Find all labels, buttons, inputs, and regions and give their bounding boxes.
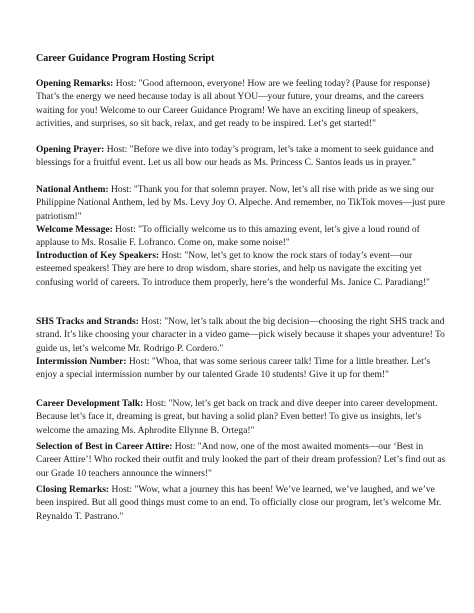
section-label: Closing Remarks: — [36, 485, 110, 495]
section-key-speakers — [36, 250, 446, 290]
section-opening-remarks — [36, 78, 446, 131]
section-opening-prayer — [36, 144, 446, 171]
section-shs-tracks — [36, 316, 446, 356]
section-text: Host: "And now, one of the most awaited moments—our ‘Best in Career Attire’! Who rocked their outfit and truly looked the part of their dream profession? Let’s find out as our Grade 10 teachers announce the winners!" — [36, 442, 446, 479]
section-text: Host: "Now, let’s get back on track and dive deeper into career development. Because let’s face it, dreaming is great, but having a solid plan? Even better! To give us insights, let’s welcome the amazing Ms. Aphrodite Ellynne B. Ortega!" — [36, 399, 438, 436]
section-national-anthem — [36, 184, 446, 224]
section-label: Introduction of Key Speakers: — [36, 251, 160, 261]
section-text: Host: "Good afternoon, everyone! How are we feeling today? (Pause for response) That’s the energy we need because today is all about YOU—your future, your dreams, and the careers waiting for you! Welcome to our Career Guidance Program! We have an exciting lineup of speakers, activities, and surprises, so sit back, relax, and get ready to be inspired. Let’s get started!" — [36, 79, 430, 129]
section-label: Selection of Best in Career Attire: — [36, 442, 173, 452]
section-text: Host: "Thank you for that solemn prayer. Now, let’s all rise with pride as we sing our Philippine National Anthem, led by Ms. Levy Joy O. Alpeche. And remember, no TikTok moves—just pure patriotism!" — [36, 185, 446, 222]
section-closing-remarks — [36, 484, 446, 524]
section-intermission — [36, 356, 446, 383]
section-label: Opening Remarks: — [36, 79, 114, 89]
section-text: Host: "Now, let’s get to know the rock stars of today’s event—our esteemed speakers! They are here to drop wisdom, share stories, and help us navigate the exciting yet confusing world of careers. To introduce them properly, here’s the wonderful Ms. Janice C. Paradiang!" — [36, 251, 430, 288]
section-welcome-message — [36, 224, 446, 251]
section-text: Host: "Whoa, that was some serious career talk! Time for a little breather. Let’s enjoy a special intermission number by our talented Grade 10 students! Give it up for them!" — [36, 357, 431, 381]
section-career-development — [36, 398, 446, 438]
section-career-attire — [36, 441, 446, 481]
section-label: Intermission Number: — [36, 357, 127, 367]
section-label: Welcome Message: — [36, 225, 113, 235]
section-label: SHS Tracks and Strands: — [36, 317, 139, 327]
section-text: Host: "To officially welcome us to this amazing event, let’s give a loud round of applause to Ms. Rosalie F. Lofranco. Come on, make some noise!" — [36, 225, 420, 249]
section-label: Opening Prayer: — [36, 145, 105, 155]
document-title: Career Guidance Program Hosting Script — [36, 53, 215, 64]
section-text: Host: "Wow, what a journey this has been! We’ve learned, we’ve laughed, and we’ve been inspired. But all good things must come to an end. To officially close our program, let’s welcome Mr. Reynaldo T. Pastrano." — [36, 485, 442, 522]
section-text: Host: "Before we dive into today’s program, let’s take a moment to seek guidance and blessings for a fruitful event. Let us all bow our heads as Ms. Princess C. Santos leads us in prayer." — [36, 145, 434, 169]
section-label: National Anthem: — [36, 185, 109, 195]
section-text: Host: "Now, let’s talk about the big decision—choosing the right SHS track and strand. It’s like choosing your character in a video game—pick wisely because it shapes your adventure! To guide us, let’s welcome Mr. Rodrigo P. Cordero." — [36, 317, 445, 354]
section-label: Career Development Talk: — [36, 399, 144, 409]
